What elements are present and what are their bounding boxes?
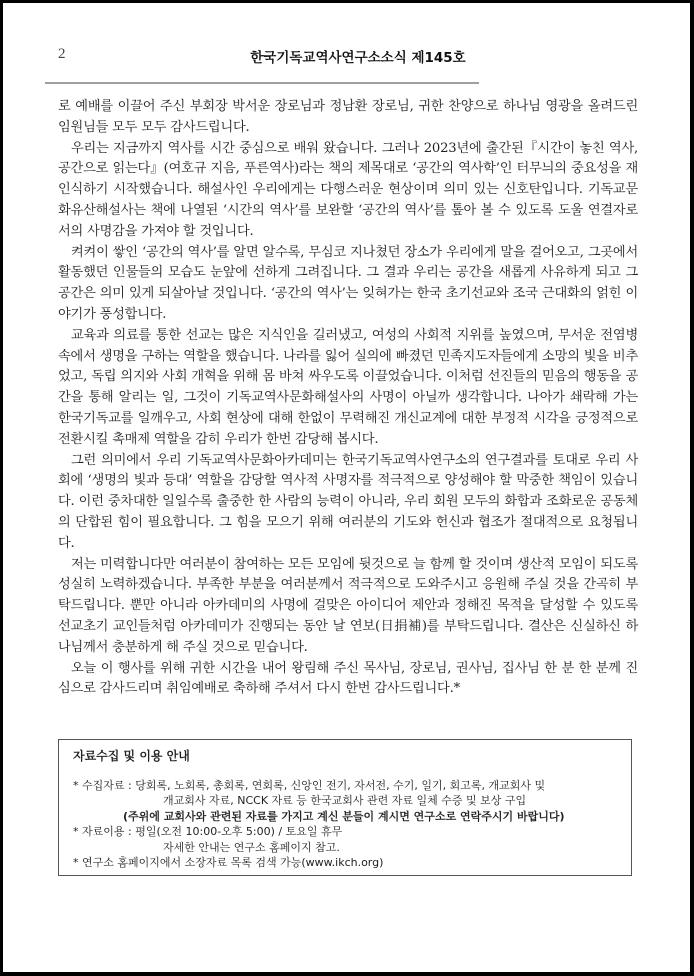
paragraph: 켜켜이 쌓인 ‘공간의 역사’를 알면 알수록, 무심코 지나쳤던 장소가 우리에게 말을 걸어오고, 그곳에서 활동했던 인물들의 모습도 눈앞에 선하게 그려집니다. 그 결과 우리는 공간을 새롭게 사유하게 되고 그 공간은 의미 있게 되살아날 것입니다. ‘공간의 역사’는 잊혀가는 한국 초기선교와 조국 근대화의 얽힌 이야기가 풍성합니다. — [58, 244, 638, 322]
info-line-collection: * 수집자료 : 당회록, 노회록, 총회록, 연회록, 신앙인 전기, 자서전, 수기, 일기, 회고록, 개교회사 및 — [73, 779, 546, 792]
info-box-title: 자료수집 및 이용 안내 — [73, 749, 190, 763]
paragraph: 그런 의미에서 우리 기독교역사문화아카데미는 한국기독교역사연구소의 연구결과를 토대로 우리 사회에 ‘생명의 빛과 등대’ 역할을 감당할 역사적 사명자를 적극적으로 양성해야 할 막중한 책임이 있습니다. 이런 중차대한 일일수록 출중한 한 사람의 능력이 아니라, 우리 회원 모두의 화합과 조화로운 공동체의 단합된 힘이 필요합니다. 그 힘을 모으기 위해 여러분의 기도와 헌신과 협조가 절대적으로 요청됩니다. — [58, 452, 638, 551]
paragraph: 저는 미력합니다만 여러분이 참여하는 모든 모임에 뒷것으로 늘 함께 할 것이며 생산적 모임이 되도록 성실히 노력하겠습니다. 부족한 부분을 여러분께서 적극적으로 도와주시고 응원해 주실 것을 간곡히 부탁드립니다. 뿐만 아니라 아카데미의 사명에 걸맞은 아이디어 제안과 정해진 목적을 달성할 수 있도록 선교초기 교인들처럼 아카데미가 진행되는 동안 날 연보(日捐補)를 부탁드립니다. 결산은 신실하신 하나님께서 충분하게 해 주실 것으로 믿습니다. — [58, 556, 638, 655]
article-body — [58, 97, 638, 700]
paragraph: 오늘 이 행사를 위해 귀한 시간을 내어 왕림해 주신 목사님, 장로님, 권사님, 집사님 한 분 한 분께 진심으로 감사드리며 취임예배로 축하해 주셔서 다시 한번 감사드립니다.* — [58, 660, 638, 697]
page-number: 2 — [58, 46, 66, 62]
info-line-homepage: * 연구소 홈페이지에서 소장자료 목록 검색 가능(www.ikch.org) — [73, 856, 384, 870]
paragraph: 교육과 의료를 통한 선교는 많은 지식인을 길러냈고, 여성의 사회적 지위를 높였으며, 무서운 전염병 속에서 생명을 구하는 역할을 했습니다. 나라를 잃어 실의에 빠졌던 민족지도자들에게 소망의 빛을 비추었고, 독립 의지와 사회 개혁을 위해 몸 바쳐 싸우도록 이끌었습니다. 이처럼 선진들의 믿음의 행동을 공간을 통해 알리는 일, 그것이 기독교역사문화해설사의 사명이 아닐까 생각합니다. 나아가 쇄락해 가는 한국기독교를 일깨우고, 사회 현상에 대해 한없이 무력해진 개신교계에 대한 부정적 시각을 긍정적으로 전환시킬 촉매제 역할을 감히 우리가 한번 감당해 봅시다. — [58, 327, 638, 447]
info-line-collection-cont: 개교회사 자료, NCCK 자료 등 한국교회사 관련 자료 일체 수증 및 보상 구입 — [163, 794, 527, 808]
page-header — [58, 46, 638, 68]
paragraph: 로 예배를 이끌어 주신 부회장 박서운 장로님과 정남환 장로님, 귀한 찬양으로 하나님 영광을 올려드린 임원님들 모두 모두 감사드립니다. — [58, 99, 638, 135]
paragraph: 우리는 지금까지 역사를 시간 중심으로 배워 왔습니다. 그러나 2023년에 출간된『시간이 놓친 역사, 공간으로 읽는다』(여호규 지음, 푸른역사)라는 책의 제목대로 ‘공간의 역사학’인 터무늬의 중요성을 재인식하기 시작했습니다. 해설사인 우리에게는 다행스러운 현상이며 의미 있는 신호탄입니다. 기독교문화유산해설사는 책에 나열된 ‘시간의 역사’를 보완할 ‘공간의 역사’를 톺아 볼 수 있도록 도울 연결자로서의 사명감을 가져야 할 것입니다. — [58, 140, 638, 239]
info-box-lines — [73, 778, 625, 870]
header-underline — [45, 82, 479, 84]
newsletter-title: 한국기독교역사연구소소식 제145호 — [250, 50, 466, 66]
info-line-usage: * 자료이용 : 평일(오전 10:00-오후 5:00) / 토요일 휴무 — [73, 825, 343, 839]
info-line-usage-cont: 자세한 안내는 연구소 홈페이지 참고. — [163, 840, 340, 854]
info-box — [58, 739, 632, 876]
info-line-contact-request: (주위에 교회사와 관련된 자료를 가지고 계신 분들이 계시면 연구소로 연락주시기 바랍니다) — [123, 809, 565, 823]
